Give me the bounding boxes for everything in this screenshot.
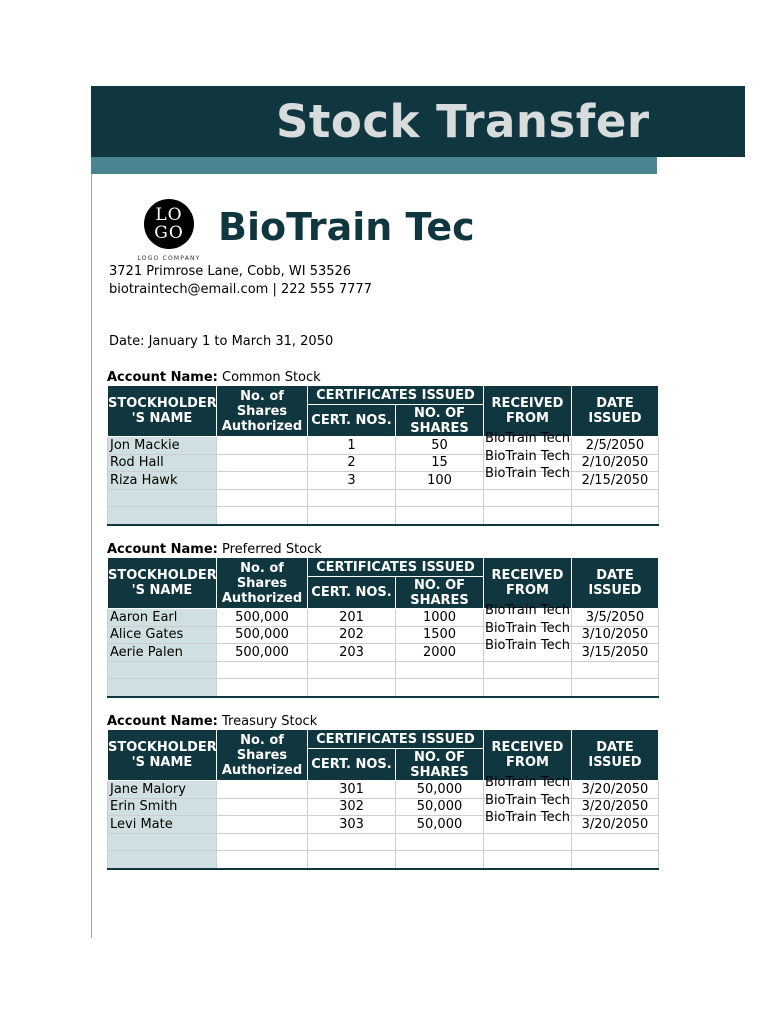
cell-date-issued xyxy=(572,851,659,869)
logo-caption: LOGO COMPANY xyxy=(137,255,201,262)
cell-received-from-text: BioTrain Tech xyxy=(485,792,570,808)
account-name-caption: Account Name: xyxy=(107,714,218,729)
cell-cert-no xyxy=(308,661,396,679)
account-name-label xyxy=(107,370,321,385)
account-name-value: Preferred Stock xyxy=(222,542,322,557)
col-date-issued: DATE ISSUED xyxy=(572,730,659,781)
cell-no-of-shares: 100 xyxy=(396,472,484,490)
cell-cert-no: 301 xyxy=(308,781,396,799)
cell-no-of-shares: 50 xyxy=(396,437,484,455)
cell-stockholder-name: Riza Hawk xyxy=(108,472,217,490)
col-shares-authorized: No. of Shares Authorized xyxy=(217,386,308,437)
col-cert-nos: CERT. NOS. xyxy=(308,577,396,609)
logo-text-bottom: GO xyxy=(154,223,184,243)
account-name-caption: Account Name: xyxy=(107,542,218,557)
cell-received-from-text: BioTrain Tech xyxy=(485,810,570,825)
cell-cert-no: 201 xyxy=(308,609,396,627)
cell-shares-authorized xyxy=(217,679,308,697)
cell-received-from xyxy=(484,466,572,490)
cell-received-from-text: BioTrain Tech xyxy=(485,431,570,446)
table-row xyxy=(108,472,659,490)
cell-no-of-shares: 50,000 xyxy=(396,798,484,816)
cell-shares-authorized xyxy=(217,833,308,851)
col-no-of-shares: NO. OF SHARES xyxy=(396,405,484,437)
table-row xyxy=(108,507,659,525)
cell-date-issued: 2/10/2050 xyxy=(572,454,659,472)
cell-received-from xyxy=(484,661,572,679)
col-received-from: RECEIVED FROM xyxy=(484,558,572,609)
table-row xyxy=(108,609,659,627)
col-stockholder-name: STOCKHOLDER 'S NAME xyxy=(108,386,217,437)
col-no-of-shares: NO. OF SHARES xyxy=(396,577,484,609)
cell-date-issued xyxy=(572,489,659,507)
cell-shares-authorized xyxy=(217,437,308,455)
col-received-from: RECEIVED FROM xyxy=(484,730,572,781)
cell-cert-no: 1 xyxy=(308,437,396,455)
cell-stockholder-name: Alice Gates xyxy=(108,626,217,644)
cell-received-from-text: BioTrain Tech xyxy=(485,620,570,636)
cell-no-of-shares xyxy=(396,679,484,697)
cell-no-of-shares: 15 xyxy=(396,454,484,472)
cell-date-issued: 3/5/2050 xyxy=(572,609,659,627)
cell-stockholder-name: Aaron Earl xyxy=(108,609,217,627)
cell-shares-authorized xyxy=(217,661,308,679)
cell-stockholder-name xyxy=(108,661,217,679)
table-row xyxy=(108,833,659,851)
cell-cert-no: 303 xyxy=(308,816,396,834)
stock-ledger-table xyxy=(107,729,659,870)
table-row xyxy=(108,437,659,455)
table-row xyxy=(108,489,659,507)
col-date-issued: DATE ISSUED xyxy=(572,386,659,437)
cell-cert-no: 3 xyxy=(308,472,396,490)
table-row xyxy=(108,644,659,662)
cell-date-issued: 3/20/2050 xyxy=(572,816,659,834)
cell-cert-no: 203 xyxy=(308,644,396,662)
cell-shares-authorized xyxy=(217,489,308,507)
cell-cert-no: 202 xyxy=(308,626,396,644)
company-contact: biotraintech@email.com | 222 555 7777 xyxy=(109,282,372,297)
account-name-value: Common Stock xyxy=(222,370,321,385)
table-row xyxy=(108,454,659,472)
table-row xyxy=(108,781,659,799)
stock-ledger-table xyxy=(107,385,659,526)
cell-cert-no xyxy=(308,679,396,697)
cell-date-issued: 3/15/2050 xyxy=(572,644,659,662)
cell-stockholder-name xyxy=(108,489,217,507)
cell-cert-no: 2 xyxy=(308,454,396,472)
cell-shares-authorized xyxy=(217,454,308,472)
cell-received-from xyxy=(484,851,572,869)
cell-no-of-shares xyxy=(396,833,484,851)
cell-received-from-text: BioTrain Tech xyxy=(485,775,570,790)
cell-stockholder-name: Rod Hall xyxy=(108,454,217,472)
cell-date-issued: 2/15/2050 xyxy=(572,472,659,490)
cell-received-from xyxy=(484,507,572,525)
cell-date-issued xyxy=(572,661,659,679)
cell-shares-authorized xyxy=(217,798,308,816)
account-name-label xyxy=(107,542,322,557)
cell-cert-no xyxy=(308,507,396,525)
date-range: Date: January 1 to March 31, 2050 xyxy=(109,334,334,349)
company-logo xyxy=(144,199,194,249)
cell-received-from-text: BioTrain Tech xyxy=(485,448,570,464)
cell-date-issued: 2/5/2050 xyxy=(572,437,659,455)
cell-shares-authorized xyxy=(217,781,308,799)
page-title: Stock Transfer xyxy=(276,95,650,148)
cell-cert-no xyxy=(308,851,396,869)
cell-stockholder-name xyxy=(108,679,217,697)
cell-shares-authorized: 500,000 xyxy=(217,644,308,662)
cell-cert-no xyxy=(308,489,396,507)
cell-received-from xyxy=(484,833,572,851)
company-name: BioTrain Tec xyxy=(218,205,475,249)
col-shares-authorized: No. of Shares Authorized xyxy=(217,558,308,609)
cell-shares-authorized xyxy=(217,816,308,834)
col-no-of-shares: NO. OF SHARES xyxy=(396,749,484,781)
cell-received-from-text: BioTrain Tech xyxy=(485,638,570,653)
cell-stockholder-name: Erin Smith xyxy=(108,798,217,816)
cell-received-from xyxy=(484,679,572,697)
cell-date-issued xyxy=(572,507,659,525)
col-received-from: RECEIVED FROM xyxy=(484,386,572,437)
cell-stockholder-name xyxy=(108,851,217,869)
cell-stockholder-name xyxy=(108,507,217,525)
cell-date-issued xyxy=(572,679,659,697)
stock-ledger-table xyxy=(107,557,659,698)
table-row xyxy=(108,851,659,869)
account-name-label xyxy=(107,714,317,729)
cell-no-of-shares: 1500 xyxy=(396,626,484,644)
company-address: 3721 Primrose Lane, Cobb, WI 53526 xyxy=(109,264,352,279)
cell-no-of-shares xyxy=(396,507,484,525)
col-certificates-issued: CERTIFICATES ISSUED xyxy=(308,558,484,577)
table-row xyxy=(108,626,659,644)
cell-received-from-text: BioTrain Tech xyxy=(485,603,570,618)
cell-shares-authorized xyxy=(217,507,308,525)
cell-stockholder-name: Jon Mackie xyxy=(108,437,217,455)
cell-date-issued xyxy=(572,833,659,851)
col-date-issued: DATE ISSUED xyxy=(572,558,659,609)
cell-stockholder-name: Jane Malory xyxy=(108,781,217,799)
cell-no-of-shares xyxy=(396,489,484,507)
cell-no-of-shares: 50,000 xyxy=(396,816,484,834)
table-row xyxy=(108,798,659,816)
col-cert-nos: CERT. NOS. xyxy=(308,405,396,437)
table-row xyxy=(108,661,659,679)
cell-no-of-shares: 50,000 xyxy=(396,781,484,799)
col-shares-authorized: No. of Shares Authorized xyxy=(217,730,308,781)
cell-cert-no xyxy=(308,833,396,851)
col-certificates-issued: CERTIFICATES ISSUED xyxy=(308,386,484,405)
cell-received-from xyxy=(484,638,572,662)
cell-shares-authorized xyxy=(217,851,308,869)
cell-cert-no: 302 xyxy=(308,798,396,816)
cell-stockholder-name: Levi Mate xyxy=(108,816,217,834)
cell-stockholder-name: Aerie Palen xyxy=(108,644,217,662)
cell-no-of-shares xyxy=(396,851,484,869)
account-name-caption: Account Name: xyxy=(107,370,218,385)
cell-date-issued: 3/10/2050 xyxy=(572,626,659,644)
cell-date-issued: 3/20/2050 xyxy=(572,781,659,799)
cell-shares-authorized xyxy=(217,472,308,490)
col-cert-nos: CERT. NOS. xyxy=(308,749,396,781)
table-row xyxy=(108,816,659,834)
cell-date-issued: 3/20/2050 xyxy=(572,798,659,816)
cell-stockholder-name xyxy=(108,833,217,851)
col-stockholder-name: STOCKHOLDER 'S NAME xyxy=(108,558,217,609)
col-certificates-issued: CERTIFICATES ISSUED xyxy=(308,730,484,749)
cell-no-of-shares xyxy=(396,661,484,679)
accent-strip xyxy=(91,157,657,174)
cell-shares-authorized: 500,000 xyxy=(217,609,308,627)
cell-shares-authorized: 500,000 xyxy=(217,626,308,644)
cell-received-from xyxy=(484,810,572,834)
cell-no-of-shares: 1000 xyxy=(396,609,484,627)
cell-no-of-shares: 2000 xyxy=(396,644,484,662)
account-name-value: Treasury Stock xyxy=(222,714,318,729)
logo-text-top: LO xyxy=(155,205,183,225)
cell-received-from xyxy=(484,489,572,507)
table-row xyxy=(108,679,659,697)
col-stockholder-name: STOCKHOLDER 'S NAME xyxy=(108,730,217,781)
cell-received-from-text: BioTrain Tech xyxy=(485,466,570,481)
page-left-rule xyxy=(91,86,92,938)
